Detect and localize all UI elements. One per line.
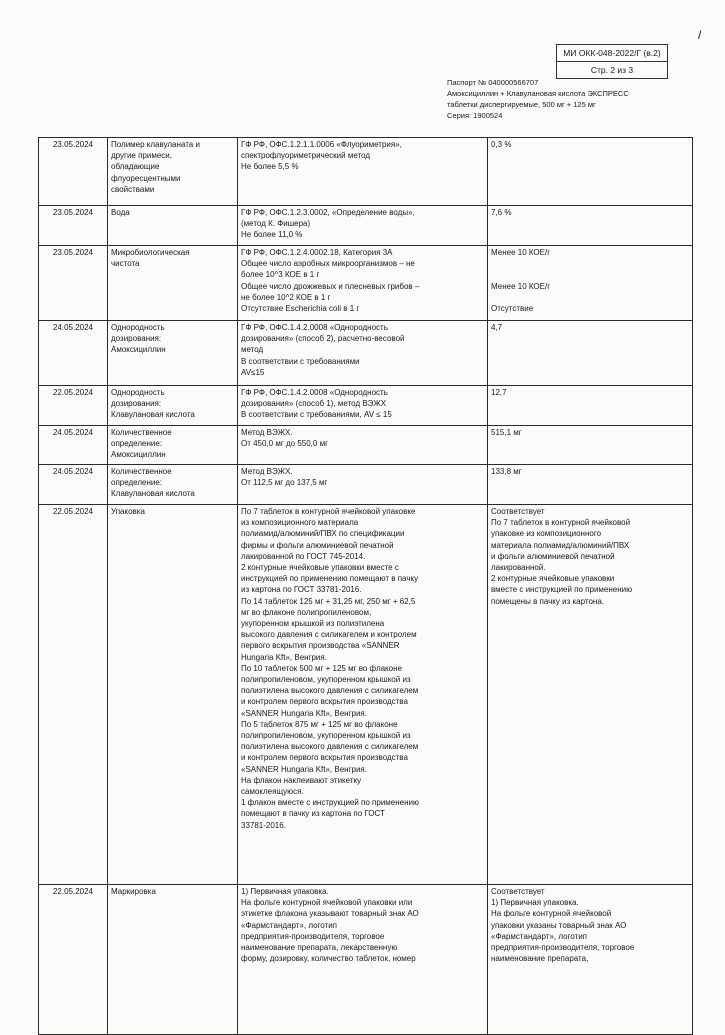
table-row — [39, 246, 693, 321]
table-row — [39, 138, 693, 206]
corner-mark: / — [698, 28, 702, 42]
result-cell: 0,3 % — [488, 138, 693, 206]
result-cell: Соответствует По 7 таблеток в контурной ячейковой упаковке из композиционного материала полиамид/алюминий/ПВХ и фольги алюминиевой печатной лакированной. 2 контурные ячейковые упаковки вместе с инструкцией по применению помещены в пачку из картона. — [488, 505, 693, 885]
parameter-cell: Маркировка — [108, 885, 238, 1035]
product-form: таблетки диспергируемые, 500 мг + 125 мг — [447, 100, 596, 109]
page-number: Стр. 2 из 3 — [557, 61, 667, 78]
method-cell: ГФ РФ, ОФС.1.2.3.0002, «Определение воды», (метод К. Фишера) Не более 11,0 % — [238, 206, 488, 246]
test-date-cell: 24.05.2024 — [39, 426, 108, 465]
product-name: Амоксициллин + Клавулановая кислота ЭКСПРЕСС — [447, 89, 629, 98]
test-date-cell: 22.05.2024 — [39, 885, 108, 1035]
result-cell: Соответствует 1) Первичная упаковка. На фольге контурной ячейковой упаковки указаны товарный знак АО «Фармстандарт», логотип предприятия-производителя, торговое наименование препарата, — [488, 885, 693, 1035]
method-cell: 1) Первичная упаковка. На фольге контурной ячейковой упаковки или этикетке флакона указывают товарный знак АО «Фармстандарт», логотип предприятия-производителя, торговое наименование препарата, лекарственную форму, дозировку, количество таблеток, номер — [238, 885, 488, 1035]
test-date-cell: 22.05.2024 — [39, 505, 108, 885]
result-cell: 7,6 % — [488, 206, 693, 246]
parameter-cell: Однородность дозирования: Амоксициллин — [108, 321, 238, 386]
parameter-cell: Полимер клавуланата и другие примеси, обладающие флуоресцентными свойствами — [108, 138, 238, 206]
table-row — [39, 321, 693, 386]
table-row — [39, 885, 693, 1035]
result-cell: 515,1 мг — [488, 426, 693, 465]
test-date-cell: 24.05.2024 — [39, 321, 108, 386]
parameter-cell: Количественное определение: Клавулановая кислота — [108, 465, 238, 505]
parameter-cell: Микробиологическая чистота — [108, 246, 238, 321]
test-date-cell: 22.05.2024 — [39, 386, 108, 426]
document-code-box — [556, 44, 668, 79]
table-row — [39, 426, 693, 465]
table-row — [39, 505, 693, 885]
result-cell: 133,8 мг — [488, 465, 693, 505]
method-cell: По 7 таблеток в контурной ячейковой упаковке из композиционного материала полиамид/алюминий/ПВХ по спецификации фирмы и фольги алюминиевой печатной лакированной по ГОСТ 745-2014. 2 контурные ячейковые упаковки вместе с инструкцией по применению помещают в пачку из картона по ГОСТ 33781-2016. По 14 таблеток 125 мг + 31,25 мг, 250 мг + 62,5 мг во флаконе полипропиленовом, укупоренном крышкой из полиэтилена высокого давления с силикагелем и контролем первого вскрытия производства «SANNER Hungaria Kft», Венгрия. По 10 таблеток 500 мг + 125 мг во флаконе полипропиленовом, укупоренном крышкой из полиэтилена высокого давления с силикагелем и контролем первого вскрытия производства «SANNER Hungaria Kft», Венгрия. По 5 таблеток 875 мг + 125 мг во флаконе полипропиленовом, укупоренном крышкой из полиэтилена высокого давления с силикагелем и контролем первого вскрытия производства «SANNER Hungaria Kft», Венгрия. На флакон наклеивают этикетку самоклеящуюся. 1 флакон вместе с инструкцией по применению помещают в пачку из картона по ГОСТ 33781-2016. — [238, 505, 488, 885]
method-cell: Метод ВЭЖХ. От 450,0 мг до 550,0 мг — [238, 426, 488, 465]
table-row — [39, 386, 693, 426]
parameter-cell: Упаковка — [108, 505, 238, 885]
passport-number: Паспорт № 040000566707 — [447, 78, 539, 87]
parameter-cell: Вода — [108, 206, 238, 246]
method-cell: ГФ РФ, ОФС.1.2.4.0002.18, Категория 3А Общее число аэробных микроорганизмов – не более 10^3 КОЕ в 1 г Общее число дрожжевых и плесневых грибов – не более 10^2 КОЕ в 1 г Отсутствие Escherichia coli в 1 г — [238, 246, 488, 321]
method-cell: ГФ РФ, ОФС.1.4.2.0008 «Однородность дозирования» (способ 2), расчетно-весовой метод В соответствии с требованиями AV≤15 — [238, 321, 488, 386]
method-cell: ГФ РФ, ОФС.1.2.1.1.0006 «Флуориметрия», спектрофлуориметрический метод Не более 5,5 % — [238, 138, 488, 206]
test-date-cell: 23.05.2024 — [39, 138, 108, 206]
document-code: МИ ОКК-048-2022/Г (в.2) — [563, 48, 661, 58]
table-row — [39, 206, 693, 246]
method-cell: ГФ РФ, ОФС.1.4.2.0008 «Однородность дозирования» (способ 1), метод ВЭЖХ В соответствии с требованиями, AV ≤ 15 — [238, 386, 488, 426]
test-date-cell: 23.05.2024 — [39, 206, 108, 246]
parameter-cell: Количественное определение: Амоксициллин — [108, 426, 238, 465]
method-cell: Метод ВЭЖХ. От 112,5 мг до 137,5 мг — [238, 465, 488, 505]
result-cell: 12,7 — [488, 386, 693, 426]
result-cell: 4,7 — [488, 321, 693, 386]
batch-number: Серия: 1900524 — [447, 111, 503, 120]
passport-info — [447, 77, 629, 121]
result-cell: Менее 10 КОЕ/г Менее 10 КОЕ/г Отсутствие — [488, 246, 693, 321]
parameter-cell: Однородность дозирования: Клавулановая кислота — [108, 386, 238, 426]
table-row — [39, 465, 693, 505]
test-date-cell: 23.05.2024 — [39, 246, 108, 321]
test-date-cell: 24.05.2024 — [39, 465, 108, 505]
specification-table — [38, 137, 693, 1035]
